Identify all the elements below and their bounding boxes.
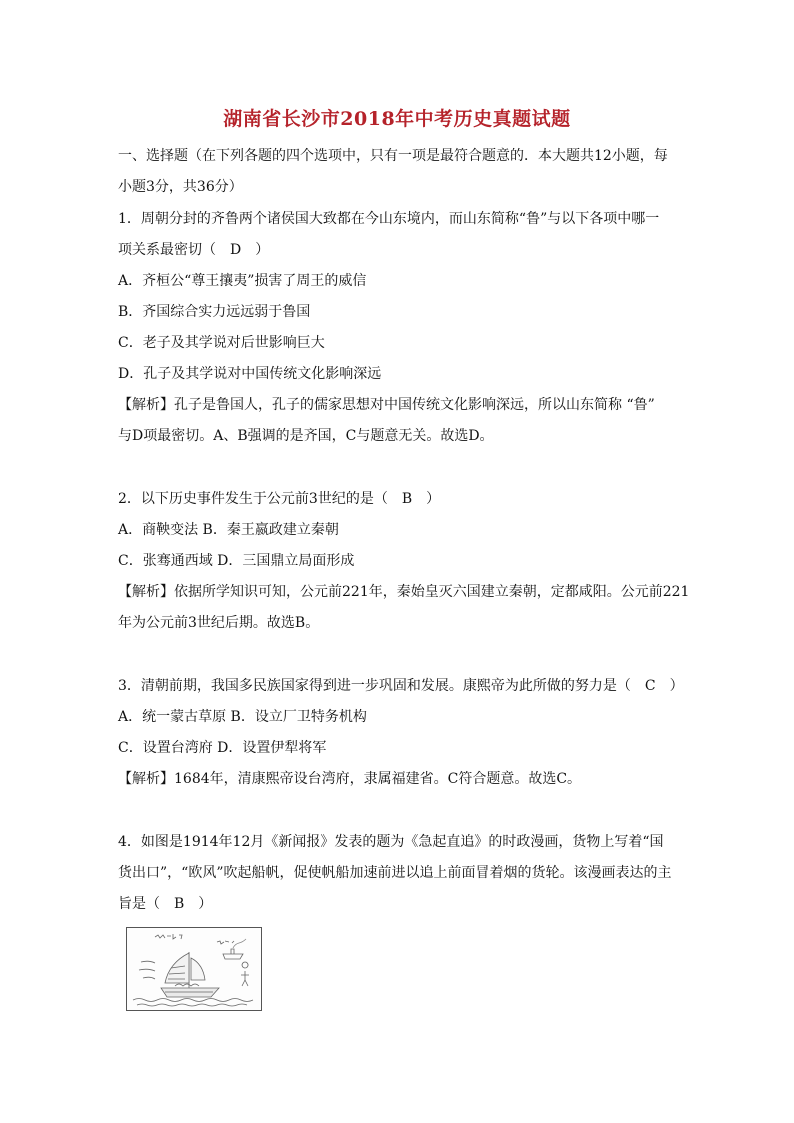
sailboat-chasing-steamship-illustration	[127, 928, 261, 1010]
q4-stem-line-2: 货出口”，“欧风”吹起船帆，促使帆船加速前进以追上前面冒着烟的货轮。该漫画表达的主	[118, 865, 672, 881]
political-cartoon-image	[126, 927, 262, 1011]
q3-options-ab: A．统一蒙古草原 B．设立厂卫特务机构	[118, 709, 367, 725]
section-heading-line-1: 一、选择题（在下列各题的四个选项中，只有一项是最符合题意的．本大题共12小题，每	[118, 148, 668, 164]
q2-options-cd: C．张骞通西域 D．三国鼎立局面形成	[118, 553, 355, 569]
q2-stem: 2．以下历史事件发生于公元前3世纪的是（ B ）	[118, 491, 441, 507]
q3-stem: 3．清朝前期，我国多民族国家得到进一步巩固和发展。康熙帝为此所做的努力是（ C ）	[118, 678, 684, 694]
q1-analysis-line-2: 与D项最密切。A、B强调的是齐国，C与题意无关。故选D。	[118, 428, 494, 444]
q1-option-b: B．齐国综合实力远远弱于鲁国	[118, 304, 311, 320]
q1-stem-line-2: 项关系最密切（ D ）	[118, 242, 270, 258]
q1-option-c: C．老子及其学说对后世影响巨大	[118, 335, 325, 351]
q2-analysis-line-2: 年为公元前3世纪后期。故选B。	[118, 615, 320, 631]
section-heading-line-2: 小题3分，共36分）	[118, 179, 243, 195]
q1-option-a: A．齐桓公“尊王攘夷”损害了周王的威信	[118, 273, 367, 289]
q1-stem-line-1: 1．周朝分封的齐鲁两个诸侯国大致都在今山东境内，而山东简称“鲁”与以下各项中哪一	[118, 211, 660, 227]
q2-options-ab: A．商鞅变法 B．秦王嬴政建立秦朝	[118, 522, 339, 538]
q1-analysis-line-1: 【解析】孔子是鲁国人，孔子的儒家思想对中国传统文化影响深远，所以山东简称 “鲁”	[118, 397, 655, 413]
q4-stem-line-1: 4．如图是1914年12月《新闻报》发表的题为《急起直追》的时政漫画，货物上写着“国	[118, 834, 664, 850]
q2-analysis-line-1: 【解析】依据所学知识可知，公元前221年，秦始皇灭六国建立秦朝，定都咸阳。公元前221	[118, 584, 690, 600]
page-title: 湖南省长沙市2018年中考历史真题试题	[223, 108, 571, 130]
q3-analysis: 【解析】1684年，清康熙帝设台湾府，隶属福建省。C符合题意。故选C。	[118, 771, 582, 787]
q3-options-cd: C．设置台湾府 D．设置伊犁将军	[118, 740, 327, 756]
q1-option-d: D．孔子及其学说对中国传统文化影响深远	[118, 366, 382, 382]
q4-stem-line-3: 旨是（ B ）	[118, 896, 213, 912]
